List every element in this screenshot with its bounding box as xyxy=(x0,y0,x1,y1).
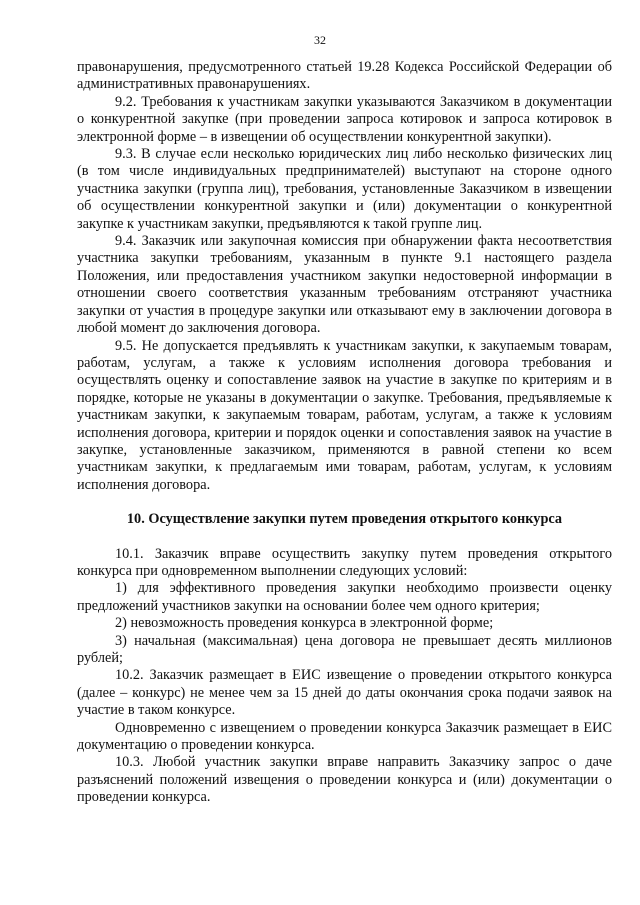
paragraph-9-2: 9.2. Требования к участникам закупки указываются Заказчиком в документации о конкурентной закупке (при проведении запроса котировок и запроса котировок в электронной форме – в извещении об осуществлении конкурентной закупки). xyxy=(77,93,612,145)
list-item-3: 3) начальная (максимальная) цена договора не превышает десять миллионов рублей; xyxy=(77,632,612,666)
paragraph-10-2-continued: Одновременно с извещением о проведении конкурса Заказчик размещает в ЕИС документацию о проведении конкурса. xyxy=(77,719,612,754)
paragraph-10-3: 10.3. Любой участник закупки вправе направить Заказчику запрос о даче разъяснений положений извещения о проведении конкурса и (или) документации о проведении конкурса. xyxy=(77,754,612,806)
paragraph-10-2: 10.2. Заказчик размещает в ЕИС извещение о проведении открытого конкурса (далее – конкурс) не менее чем за 15 дней до даты окончания срока подачи заявок на участие в таком конкурсе. xyxy=(77,667,612,719)
page-number: 32 xyxy=(314,33,326,47)
list-item-1: 1) для эффективного проведения закупки необходимо произвести оценку предложений участников закупки на основании более чем одного критерия; xyxy=(77,580,612,614)
paragraph-9-3: 9.3. В случае если несколько юридических лиц либо несколько физических лиц (в том числе индивидуальных предпринимателей) выступают на стороне одного участника закупки (группа лиц), требования, установленные Заказчиком в извещении об осуществлении конкурентной закупки и (или) документации о конкурентной закупке к участникам закупки, предъявляются к такой группе лиц. xyxy=(77,146,612,232)
paragraph-9-5: 9.5. Не допускается предъявлять к участникам закупки, к закупаемым товарам, работам, услугам, а также к условиям исполнения договора требования и осуществлять оценку и сопоставление заявок на участие в закупке по критериям и в порядке, которые не указаны в документации о закупке. Требования, предъявляемые к участникам закупки, к закупаемым товарам, работам, услугам, а также к условиям исполнения договора, критерии и порядок оценки и сопоставления заявок на участие в закупке, установленные заказчиком, применяются в равной степени ко всем участникам закупки, к предлагаемым ими товарам, работам, услугам, к условиям исполнения договора. xyxy=(77,337,612,493)
paragraph-10-1: 10.1. Заказчик вправе осуществить закупку путем проведения открытого конкурса при одновременном выполнении следующих условий: xyxy=(77,545,612,579)
paragraph-continuation: правонарушения, предусмотренного статьей 19.28 Кодекса Российской Федерации об административных правонарушениях. xyxy=(77,59,612,93)
section-heading-10: 10. Осуществление закупки путем проведения открытого конкурса xyxy=(126,511,563,528)
paragraph-9-4: 9.4. Заказчик или закупочная комиссия при обнаружении факта несоответствия участника закупки требованиям, указанным в пункте 9.1 настоящего раздела Положения, или предоставления участником закупки недостоверной информации в отношении своего соответствия указанным требованиям отстраняют участника закупки от участия в процедуре закупки или отказывают ему в заключении договора в любой момент до заключения договора. xyxy=(77,233,612,337)
list-item-2: 2) невозможность проведения конкурса в электронной форме; xyxy=(115,615,494,632)
document-body xyxy=(77,59,612,807)
